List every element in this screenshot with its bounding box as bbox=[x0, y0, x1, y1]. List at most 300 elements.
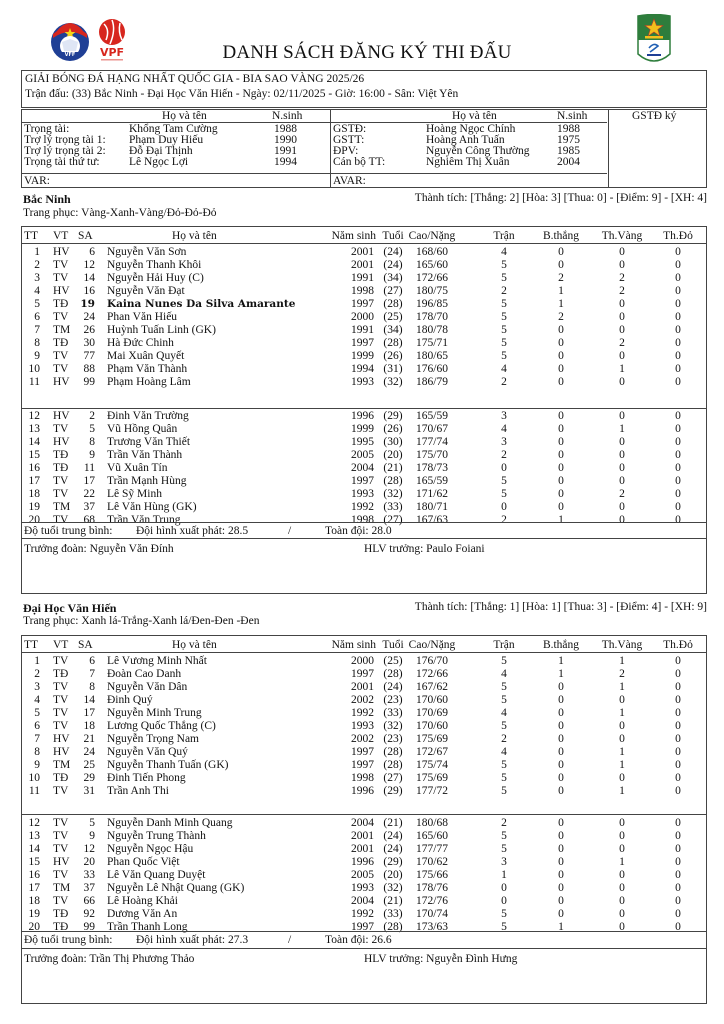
row-height-weight: 170/74 bbox=[416, 908, 448, 920]
row-matches: 4 bbox=[501, 246, 507, 258]
col-name: Họ và tên bbox=[172, 639, 217, 651]
row-age: (27) bbox=[383, 514, 403, 526]
row-matches: 5 bbox=[501, 311, 507, 323]
row-position: HV bbox=[53, 436, 70, 448]
player-row bbox=[22, 285, 706, 298]
row-shirt-number: 17 bbox=[83, 707, 95, 719]
row-birth-year: 1999 bbox=[351, 350, 374, 362]
row-tt: 11 bbox=[28, 785, 40, 797]
row-player-name: Vũ Xuân Tín bbox=[107, 462, 168, 474]
row-height-weight: 172/66 bbox=[416, 272, 448, 284]
col-yellow: Th.Vàng bbox=[601, 639, 643, 651]
row-player-name: Nguyễn Văn Dân bbox=[107, 681, 188, 693]
row-shirt-number: 9 bbox=[89, 449, 95, 461]
row-yellow-cards: 0 bbox=[619, 376, 625, 388]
player-row bbox=[22, 746, 706, 759]
row-birth-year: 1996 bbox=[351, 856, 374, 868]
row-matches: 5 bbox=[501, 921, 507, 933]
row-player-name: Nguyễn Hải Huy (C) bbox=[107, 272, 204, 284]
row-goals: 0 bbox=[558, 720, 564, 732]
row-position: TM bbox=[53, 759, 71, 771]
avg-age-starting: Đội hình xuất phát: 27.3 bbox=[136, 934, 249, 946]
row-age: (33) bbox=[383, 908, 403, 920]
row-red-cards: 0 bbox=[675, 363, 681, 375]
avg-age-separator: / bbox=[288, 525, 292, 537]
row-height-weight: 175/74 bbox=[416, 759, 448, 771]
row-player-name: Nguyễn Thanh Khôi bbox=[107, 259, 202, 271]
row-player-name: Trần Văn Thành bbox=[107, 449, 183, 461]
row-shirt-number: 22 bbox=[83, 488, 95, 500]
row-shirt-number: 5 bbox=[89, 423, 95, 435]
row-red-cards: 0 bbox=[675, 410, 681, 422]
row-goals: 1 bbox=[558, 668, 564, 680]
row-goals: 1 bbox=[558, 921, 564, 933]
row-matches: 1 bbox=[501, 869, 507, 881]
match-info-box bbox=[21, 70, 707, 108]
player-row bbox=[22, 462, 706, 475]
row-shirt-number: 24 bbox=[83, 746, 95, 758]
col-matches: Trận bbox=[493, 639, 515, 651]
row-red-cards: 0 bbox=[675, 908, 681, 920]
row-player-name: Lê Văn Hùng (GK) bbox=[107, 501, 197, 513]
row-goals: 0 bbox=[558, 475, 564, 487]
row-shirt-number: 99 bbox=[83, 376, 95, 388]
row-position: TV bbox=[53, 363, 69, 375]
col-name: Họ và tên bbox=[172, 230, 217, 242]
row-matches: 4 bbox=[501, 707, 507, 719]
row-position: TM bbox=[53, 324, 71, 336]
row-player-name: Phạm Hoàng Lâm bbox=[107, 376, 191, 388]
row-age: (24) bbox=[383, 246, 403, 258]
row-position: TV bbox=[53, 817, 69, 829]
player-row bbox=[22, 707, 706, 720]
row-yellow-cards: 1 bbox=[619, 746, 625, 758]
col-height-weight: Cao/Nặng bbox=[408, 230, 456, 242]
row-goals: 0 bbox=[558, 772, 564, 784]
row-tt: 15 bbox=[28, 856, 40, 868]
row-yellow-cards: 0 bbox=[619, 720, 625, 732]
row-matches: 5 bbox=[501, 772, 507, 784]
row-shirt-number: 12 bbox=[83, 843, 95, 855]
row-tt: 1 bbox=[34, 246, 40, 258]
avar-label: AVAR: bbox=[333, 175, 366, 187]
row-red-cards: 0 bbox=[675, 272, 681, 284]
row-yellow-cards: 0 bbox=[619, 298, 625, 310]
row-goals: 2 bbox=[558, 311, 564, 323]
row-age: (33) bbox=[383, 707, 403, 719]
row-red-cards: 0 bbox=[675, 843, 681, 855]
officials-col-yob-right: N.sinh bbox=[557, 110, 588, 122]
row-yellow-cards: 2 bbox=[619, 285, 625, 297]
player-row bbox=[22, 655, 706, 668]
row-height-weight: 178/73 bbox=[416, 462, 448, 474]
player-row bbox=[22, 324, 706, 337]
row-height-weight: 176/60 bbox=[416, 363, 448, 375]
row-birth-year: 1997 bbox=[351, 337, 374, 349]
row-red-cards: 0 bbox=[675, 488, 681, 500]
row-shirt-number: 8 bbox=[89, 436, 95, 448]
row-player-name: Hà Đức Chinh bbox=[107, 337, 174, 349]
row-age: (28) bbox=[383, 475, 403, 487]
row-height-weight: 180/65 bbox=[416, 350, 448, 362]
col-tt: TT bbox=[24, 639, 39, 651]
row-player-name: Vũ Hồng Quân bbox=[107, 423, 178, 435]
row-red-cards: 0 bbox=[675, 337, 681, 349]
row-age: (29) bbox=[383, 856, 403, 868]
row-matches: 2 bbox=[501, 817, 507, 829]
row-goals: 0 bbox=[558, 324, 564, 336]
player-row bbox=[22, 488, 706, 501]
row-yellow-cards: 0 bbox=[619, 311, 625, 323]
official-yob: 1990 bbox=[274, 134, 297, 146]
row-shirt-number: 20 bbox=[83, 856, 95, 868]
row-yellow-cards: 0 bbox=[619, 843, 625, 855]
row-age: (21) bbox=[383, 895, 403, 907]
official-name: Lê Ngọc Lợi bbox=[129, 156, 189, 168]
row-tt: 8 bbox=[34, 746, 40, 758]
player-row bbox=[22, 830, 706, 843]
col-tt: TT bbox=[24, 230, 39, 242]
row-matches: 3 bbox=[501, 436, 507, 448]
player-row bbox=[22, 817, 706, 830]
row-matches: 3 bbox=[501, 410, 507, 422]
row-birth-year: 1997 bbox=[351, 668, 374, 680]
row-player-name: Nguyễn Minh Trung bbox=[107, 707, 202, 719]
row-player-name: Phan Quốc Việt bbox=[107, 856, 180, 868]
row-red-cards: 0 bbox=[675, 707, 681, 719]
official-role: GSTĐ: bbox=[333, 123, 367, 135]
row-goals: 0 bbox=[558, 694, 564, 706]
player-row bbox=[22, 363, 706, 376]
team-manager: Trưởng đoàn: Trần Thị Phương Thảo bbox=[24, 953, 195, 965]
player-row bbox=[22, 908, 706, 921]
row-red-cards: 0 bbox=[675, 759, 681, 771]
row-birth-year: 1997 bbox=[351, 298, 374, 310]
row-matches: 2 bbox=[501, 376, 507, 388]
row-position: HV bbox=[53, 746, 70, 758]
row-shirt-number: 6 bbox=[89, 246, 95, 258]
row-height-weight: 186/79 bbox=[416, 376, 448, 388]
row-matches: 5 bbox=[501, 785, 507, 797]
row-age: (28) bbox=[383, 746, 403, 758]
row-age: (24) bbox=[383, 681, 403, 693]
col-goals: B.thắng bbox=[542, 639, 580, 651]
row-tt: 13 bbox=[28, 423, 40, 435]
row-matches: 5 bbox=[501, 298, 507, 310]
row-player-name: Nguyễn Văn Sơn bbox=[107, 246, 187, 258]
row-shirt-number: 16 bbox=[83, 285, 95, 297]
player-row bbox=[22, 376, 706, 389]
row-player-name: Lê Vương Minh Nhất bbox=[107, 655, 207, 667]
row-position: TV bbox=[53, 272, 69, 284]
row-birth-year: 1994 bbox=[351, 363, 374, 375]
row-goals: 0 bbox=[558, 882, 564, 894]
row-tt: 12 bbox=[28, 410, 40, 422]
row-red-cards: 0 bbox=[675, 298, 681, 310]
official-name: Hoàng Anh Tuấn bbox=[426, 134, 505, 146]
row-position: TĐ bbox=[53, 921, 69, 933]
row-yellow-cards: 0 bbox=[619, 259, 625, 271]
page-title: DANH SÁCH ĐĂNG KÝ THI ĐẤU bbox=[222, 42, 512, 63]
row-height-weight: 170/60 bbox=[416, 720, 448, 732]
row-birth-year: 2002 bbox=[351, 733, 374, 745]
row-goals: 0 bbox=[558, 449, 564, 461]
row-birth-year: 2000 bbox=[351, 311, 374, 323]
row-player-name: Đinh Quý bbox=[107, 694, 153, 706]
row-position: TV bbox=[53, 895, 69, 907]
row-yellow-cards: 0 bbox=[619, 908, 625, 920]
row-height-weight: 170/60 bbox=[416, 694, 448, 706]
player-row bbox=[22, 337, 706, 350]
col-age: Tuổi bbox=[382, 230, 404, 242]
official-role: Trọng tài thứ tư: bbox=[24, 156, 100, 168]
row-goals: 0 bbox=[558, 869, 564, 881]
row-matches: 2 bbox=[501, 285, 507, 297]
row-age: (29) bbox=[383, 410, 403, 422]
row-birth-year: 1999 bbox=[351, 423, 374, 435]
row-player-name: Dương Văn An bbox=[107, 908, 178, 920]
row-position: TV bbox=[53, 488, 69, 500]
row-goals: 0 bbox=[558, 733, 564, 745]
row-height-weight: 170/62 bbox=[416, 856, 448, 868]
row-shirt-number: 21 bbox=[83, 733, 95, 745]
row-matches: 5 bbox=[501, 475, 507, 487]
row-yellow-cards: 0 bbox=[619, 246, 625, 258]
row-matches: 4 bbox=[501, 363, 507, 375]
row-red-cards: 0 bbox=[675, 720, 681, 732]
row-shirt-number: 8 bbox=[89, 681, 95, 693]
row-shirt-number: 14 bbox=[83, 694, 95, 706]
row-goals: 0 bbox=[558, 707, 564, 719]
row-goals: 2 bbox=[558, 272, 564, 284]
col-vt: VT bbox=[53, 230, 69, 242]
row-height-weight: 167/62 bbox=[416, 681, 448, 693]
row-yellow-cards: 0 bbox=[619, 772, 625, 784]
player-row bbox=[22, 246, 706, 259]
row-position: TV bbox=[53, 830, 69, 842]
row-birth-year: 1991 bbox=[351, 324, 374, 336]
row-player-name: Nguyễn Ngọc Hậu bbox=[107, 843, 194, 855]
row-matches: 0 bbox=[501, 882, 507, 894]
officials-col-name: Họ và tên bbox=[162, 110, 207, 122]
official-role: GSTT: bbox=[333, 134, 365, 146]
team-2-kit: Trang phục: Xanh lá-Trắng-Xanh lá/Đen-Đen -Đen bbox=[23, 615, 260, 627]
row-birth-year: 2004 bbox=[351, 817, 374, 829]
row-shirt-number: 18 bbox=[83, 720, 95, 732]
row-player-name: Nguyễn Lê Nhật Quang (GK) bbox=[107, 882, 245, 894]
officials-table bbox=[21, 109, 707, 188]
row-birth-year: 2002 bbox=[351, 694, 374, 706]
row-goals: 0 bbox=[558, 488, 564, 500]
row-red-cards: 0 bbox=[675, 285, 681, 297]
row-height-weight: 177/77 bbox=[416, 843, 448, 855]
row-player-name: Huỳnh Tuấn Linh (GK) bbox=[107, 324, 216, 336]
row-birth-year: 1993 bbox=[351, 720, 374, 732]
player-row bbox=[22, 843, 706, 856]
row-red-cards: 0 bbox=[675, 668, 681, 680]
row-yellow-cards: 1 bbox=[619, 423, 625, 435]
row-birth-year: 1997 bbox=[351, 759, 374, 771]
row-birth-year: 1998 bbox=[351, 514, 374, 526]
row-shirt-number: 2 bbox=[89, 410, 95, 422]
var-label: VAR: bbox=[24, 175, 50, 187]
row-matches: 0 bbox=[501, 895, 507, 907]
row-goals: 0 bbox=[558, 350, 564, 362]
row-yellow-cards: 0 bbox=[619, 475, 625, 487]
team-1-staff bbox=[21, 538, 707, 594]
row-shirt-number: 25 bbox=[83, 759, 95, 771]
player-row bbox=[22, 410, 706, 423]
row-red-cards: 0 bbox=[675, 259, 681, 271]
row-height-weight: 165/59 bbox=[416, 475, 448, 487]
official-yob: 2004 bbox=[557, 156, 580, 168]
row-age: (28) bbox=[383, 759, 403, 771]
row-height-weight: 175/71 bbox=[416, 337, 448, 349]
row-tt: 14 bbox=[28, 436, 40, 448]
row-yellow-cards: 0 bbox=[619, 501, 625, 513]
vff-label: VFF bbox=[64, 52, 76, 58]
row-matches: 5 bbox=[501, 350, 507, 362]
row-player-name: Nguyễn Trọng Nam bbox=[107, 733, 200, 745]
row-tt: 9 bbox=[34, 350, 40, 362]
col-height-weight: Cao/Nặng bbox=[408, 639, 456, 651]
row-age: (33) bbox=[383, 501, 403, 513]
row-tt: 2 bbox=[34, 668, 40, 680]
team-2-name: Đại Học Văn Hiến bbox=[23, 601, 117, 615]
row-birth-year: 2004 bbox=[351, 895, 374, 907]
player-row bbox=[22, 720, 706, 733]
player-row bbox=[22, 785, 706, 798]
row-height-weight: 178/76 bbox=[416, 882, 448, 894]
row-shirt-number: 26 bbox=[83, 324, 95, 336]
row-goals: 0 bbox=[558, 462, 564, 474]
row-player-name: Nguyễn Văn Quý bbox=[107, 746, 188, 758]
row-goals: 0 bbox=[558, 246, 564, 258]
row-tt: 9 bbox=[34, 759, 40, 771]
row-age: (32) bbox=[383, 488, 403, 500]
row-position: TĐ bbox=[53, 772, 69, 784]
official-yob: 1988 bbox=[274, 123, 297, 135]
league-name: GIẢI BÓNG ĐÁ HẠNG NHẤT QUỐC GIA - BIA SAO VÀNG 2025/26 bbox=[25, 73, 365, 85]
row-yellow-cards: 0 bbox=[619, 733, 625, 745]
row-birth-year: 1993 bbox=[351, 488, 374, 500]
row-matches: 4 bbox=[501, 746, 507, 758]
avg-age-all: Toàn đội: 26.6 bbox=[325, 934, 392, 946]
row-tt: 6 bbox=[34, 720, 40, 732]
row-goals: 0 bbox=[558, 908, 564, 920]
player-row bbox=[22, 856, 706, 869]
row-birth-year: 2001 bbox=[351, 830, 374, 842]
row-shirt-number: 68 bbox=[83, 514, 95, 526]
row-yellow-cards: 1 bbox=[619, 785, 625, 797]
row-position: TV bbox=[53, 843, 69, 855]
row-goals: 0 bbox=[558, 895, 564, 907]
row-red-cards: 0 bbox=[675, 501, 681, 513]
row-red-cards: 0 bbox=[675, 324, 681, 336]
row-tt: 7 bbox=[34, 324, 40, 336]
row-tt: 19 bbox=[28, 501, 40, 513]
row-tt: 20 bbox=[28, 921, 40, 933]
row-age: (32) bbox=[383, 376, 403, 388]
row-tt: 2 bbox=[34, 259, 40, 271]
row-goals: 0 bbox=[558, 681, 564, 693]
row-tt: 18 bbox=[28, 488, 40, 500]
row-height-weight: 175/70 bbox=[416, 449, 448, 461]
svg-text:VPF: VPF bbox=[99, 46, 125, 59]
row-position: HV bbox=[53, 285, 70, 297]
row-red-cards: 0 bbox=[675, 785, 681, 797]
row-position: TV bbox=[53, 785, 69, 797]
row-matches: 5 bbox=[501, 259, 507, 271]
row-yellow-cards: 1 bbox=[619, 681, 625, 693]
row-birth-year: 1998 bbox=[351, 772, 374, 784]
row-goals: 0 bbox=[558, 817, 564, 829]
team-2-record: Thành tích: [Thắng: 1] [Hòa: 1] [Thua: 3] - [Điểm: 4] - [XH: 9] bbox=[414, 601, 707, 613]
row-height-weight: 165/60 bbox=[416, 259, 448, 271]
row-age: (32) bbox=[383, 720, 403, 732]
row-goals: 0 bbox=[558, 785, 564, 797]
official-yob: 1988 bbox=[557, 123, 580, 135]
row-red-cards: 0 bbox=[675, 746, 681, 758]
row-yellow-cards: 2 bbox=[619, 668, 625, 680]
row-position: TM bbox=[53, 501, 71, 513]
row-tt: 10 bbox=[28, 363, 40, 375]
row-yellow-cards: 0 bbox=[619, 830, 625, 842]
row-shirt-number: 6 bbox=[89, 655, 95, 667]
row-player-name: Nguyễn Danh Minh Quang bbox=[107, 817, 233, 829]
row-shirt-number: 77 bbox=[83, 350, 95, 362]
row-birth-year: 1993 bbox=[351, 882, 374, 894]
row-age: (27) bbox=[383, 772, 403, 784]
row-position: TĐ bbox=[53, 337, 69, 349]
row-red-cards: 0 bbox=[675, 514, 681, 526]
row-position: HV bbox=[53, 410, 70, 422]
row-birth-year: 1992 bbox=[351, 908, 374, 920]
row-tt: 4 bbox=[34, 694, 40, 706]
row-birth-year: 2001 bbox=[351, 259, 374, 271]
row-yellow-cards: 0 bbox=[619, 921, 625, 933]
row-age: (32) bbox=[383, 882, 403, 894]
col-matches: Trận bbox=[493, 230, 515, 242]
row-height-weight: 177/74 bbox=[416, 436, 448, 448]
row-position: TV bbox=[53, 869, 69, 881]
row-red-cards: 0 bbox=[675, 449, 681, 461]
row-goals: 1 bbox=[558, 655, 564, 667]
team-1-roster bbox=[21, 226, 707, 539]
row-red-cards: 0 bbox=[675, 475, 681, 487]
row-height-weight: 178/70 bbox=[416, 311, 448, 323]
row-birth-year: 2005 bbox=[351, 869, 374, 881]
row-age: (25) bbox=[383, 655, 403, 667]
row-player-name: Lê Sỹ Minh bbox=[107, 488, 162, 500]
row-birth-year: 2001 bbox=[351, 843, 374, 855]
row-player-name: Nguyễn Trung Thành bbox=[107, 830, 206, 842]
row-red-cards: 0 bbox=[675, 772, 681, 784]
row-tt: 6 bbox=[34, 311, 40, 323]
row-tt: 3 bbox=[34, 681, 40, 693]
row-goals: 1 bbox=[558, 285, 564, 297]
player-row bbox=[22, 436, 706, 449]
row-tt: 17 bbox=[28, 475, 40, 487]
row-age: (24) bbox=[383, 843, 403, 855]
row-birth-year: 2001 bbox=[351, 681, 374, 693]
row-tt: 1 bbox=[34, 655, 40, 667]
head-coach: HLV trưởng: Nguyễn Đình Hưng bbox=[364, 953, 518, 965]
row-red-cards: 0 bbox=[675, 882, 681, 894]
player-row bbox=[22, 272, 706, 285]
row-matches: 5 bbox=[501, 655, 507, 667]
row-yellow-cards: 1 bbox=[619, 655, 625, 667]
